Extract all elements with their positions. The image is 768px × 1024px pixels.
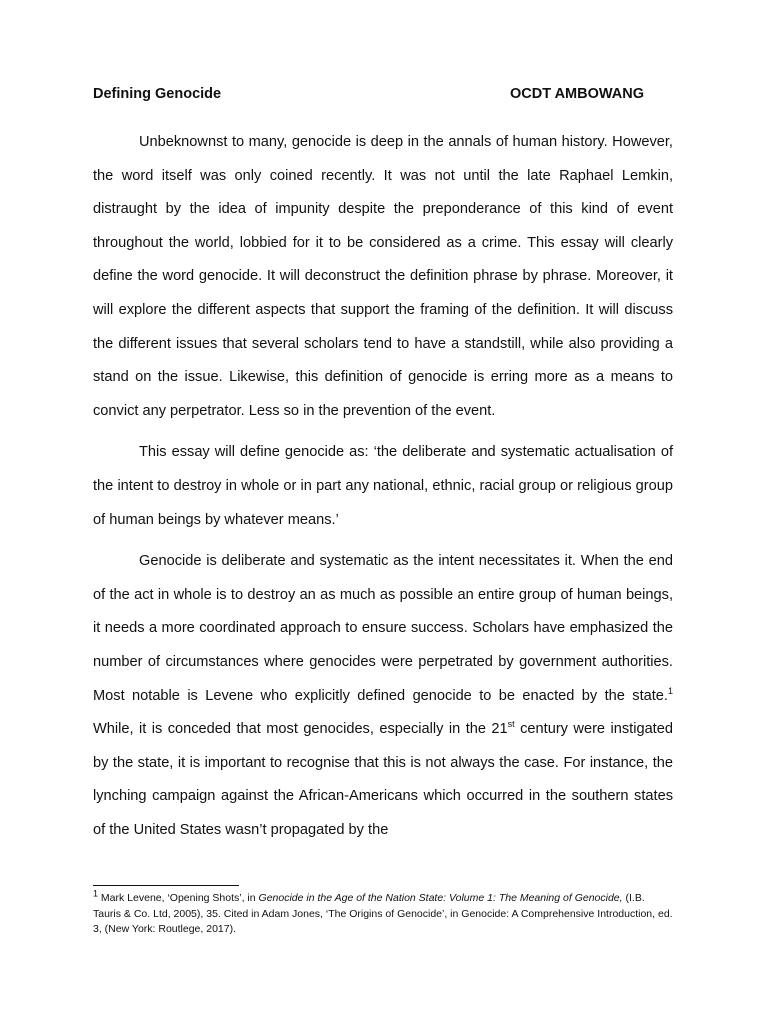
- document-header: [93, 86, 663, 102]
- paragraph-text: Unbeknownst to many, genocide is deep in the annals of human history. However, the word itself was only coined recently. It was not until the late Raphael Lemkin, distraught by the idea of impunity despite the preponderance of this kind of event throughout the world, lobbied for it to be considered as a crime. This essay will clearly define the word genocide. It will deconstruct the definition phrase by phrase. Moreover, it will explore the different aspects that support the framing of the definition. It will discuss the different issues that several scholars tend to have a standstill, while also providing a stand on the issue. Likewise, this definition of genocide is erring more as a means to convict any perpetrator. Less so in the prevention of the event.: [93, 134, 673, 419]
- footnote-text: Mark Levene, ‘Opening Shots’, in: [98, 892, 259, 904]
- paragraph-text: While, it is conceded that most genocides, especially in the 21: [93, 721, 508, 738]
- footnote-reference[interactable]: 1: [667, 685, 673, 696]
- footnote-text: (I.B. Tauris & Co. Ltd, 2005), 35. Cited in Adam Jones, ‘The Origins of Genocide’, in Genocide: A Comprehensive Introduction, ed. 3, (New York: Routlege, 2017).: [93, 892, 673, 935]
- paragraph-text: century were instigated by the state, it is important to recognise that this is not always the case. For instance, the lynching campaign against the African-Americans which occurred in the southern states of the United States wasn’t propagated by the: [93, 721, 673, 838]
- footnote-book-title: Genocide in the Age of the Nation State: Volume 1: The Meaning of Genocide,: [258, 892, 623, 904]
- author-name: OCDT AMBOWANG: [510, 86, 644, 102]
- footnote-divider: [93, 885, 239, 886]
- paragraph-deliberate: [93, 545, 673, 847]
- paragraph-text: Genocide is deliberate and systematic as the intent necessitates it. When the end of the act in whole is to destroy an as much as possible an entire group of human beings, it needs a more coordinated approach to ensure success. Scholars have emphasized the number of circumstances where genocides were perpetrated by government authorities. Most notable is Levene who explicitly defined genocide to be enacted by the state.: [93, 553, 673, 704]
- footnote-number: 1: [93, 888, 99, 899]
- ordinal-superscript: st: [507, 719, 515, 730]
- paragraph-intro: [93, 126, 673, 428]
- footnote: [93, 888, 673, 938]
- paragraph-definition: [93, 436, 673, 537]
- paragraph-text: This essay will define genocide as: ‘the deliberate and systematic actualisation of the intent to destroy in whole or in part any national, ethnic, racial group or religious group of human beings by whatever means.’: [93, 444, 673, 528]
- document-body: [93, 126, 673, 855]
- document-title: Defining Genocide: [93, 86, 222, 102]
